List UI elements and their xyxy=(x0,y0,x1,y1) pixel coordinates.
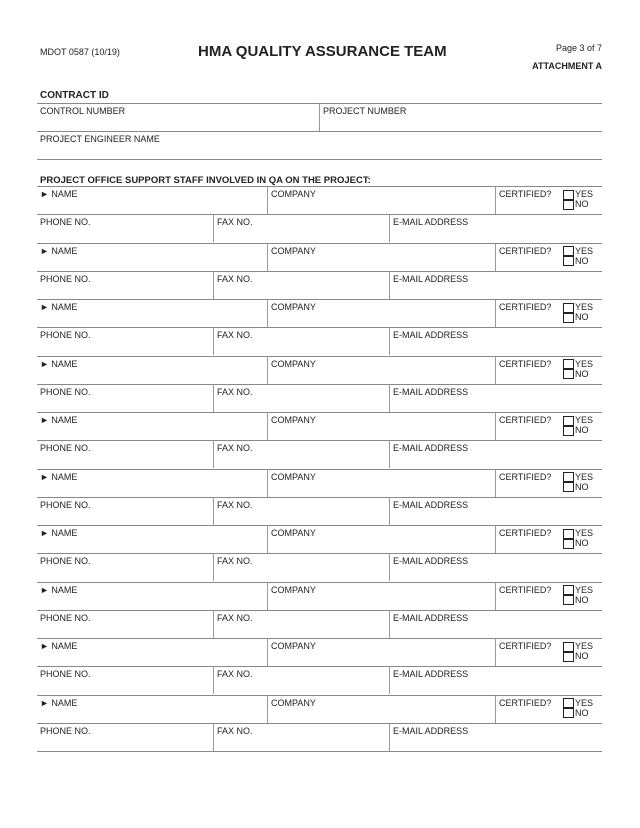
checkbox-icon xyxy=(563,708,574,718)
certified-label: CERTIFIED? xyxy=(499,302,552,312)
no-label: NO xyxy=(575,594,589,605)
phone-field[interactable]: PHONE NO. xyxy=(40,556,91,566)
company-field[interactable]: COMPANY xyxy=(271,641,316,651)
divider xyxy=(213,327,214,355)
email-field[interactable]: E-MAIL ADDRESS xyxy=(393,499,469,510)
divider xyxy=(37,666,602,667)
company-field[interactable]: COMPANY xyxy=(271,358,316,369)
page-number: Page 3 of 7 xyxy=(555,43,602,53)
email-field[interactable]: E-MAIL ADDRESS xyxy=(393,556,469,566)
certified-label: CERTIFIED? xyxy=(499,189,552,199)
yes-label: YES xyxy=(575,302,594,312)
divider xyxy=(267,582,268,610)
certified-no-checkbox[interactable] xyxy=(563,651,589,662)
divider xyxy=(37,638,602,639)
divider xyxy=(213,214,214,242)
fax-field[interactable]: FAX NO. xyxy=(217,669,253,679)
form-id: MDOT 0587 (10/19) xyxy=(40,47,120,57)
yes-label: YES xyxy=(575,528,594,538)
divider xyxy=(389,327,390,355)
name-field[interactable]: ► NAME xyxy=(40,584,78,595)
divider xyxy=(267,469,268,497)
divider xyxy=(37,440,602,441)
control-number-field[interactable]: CONTROL NUMBER xyxy=(40,106,126,116)
page-title: HMA QUALITY ASSURANCE TEAM xyxy=(198,43,447,60)
divider xyxy=(389,384,390,412)
divider xyxy=(37,243,602,244)
divider xyxy=(495,582,496,610)
divider xyxy=(37,271,602,272)
certified-no-checkbox[interactable] xyxy=(563,256,589,267)
divider xyxy=(37,525,602,526)
project-engineer-name-field[interactable]: PROJECT ENGINEER NAME xyxy=(40,134,160,144)
certified-label: CERTIFIED? xyxy=(499,528,552,538)
project-number-field[interactable]: PROJECT NUMBER xyxy=(323,106,407,116)
divider xyxy=(37,159,602,160)
certified-label: CERTIFIED? xyxy=(499,245,552,256)
name-field[interactable]: ► NAME xyxy=(40,302,78,312)
fax-field[interactable]: FAX NO. xyxy=(217,612,253,623)
divider xyxy=(37,356,602,357)
certified-label: CERTIFIED? xyxy=(499,415,552,425)
name-field[interactable]: ► NAME xyxy=(40,471,78,482)
divider xyxy=(213,271,214,299)
name-field[interactable]: ► NAME xyxy=(40,697,78,708)
fax-field[interactable]: FAX NO. xyxy=(217,443,253,453)
staff-heading: PROJECT OFFICE SUPPORT STAFF INVOLVED IN QA ON THE PROJECT: xyxy=(40,175,371,186)
phone-field[interactable]: PHONE NO. xyxy=(40,499,91,510)
divider xyxy=(37,412,602,413)
checkbox-icon xyxy=(563,482,574,492)
fax-field[interactable]: FAX NO. xyxy=(217,386,253,397)
divider xyxy=(267,186,268,214)
divider xyxy=(213,384,214,412)
divider xyxy=(37,751,602,752)
divider xyxy=(267,356,268,384)
phone-field[interactable]: PHONE NO. xyxy=(40,669,91,679)
phone-field[interactable]: PHONE NO. xyxy=(40,386,91,397)
fax-field[interactable]: FAX NO. xyxy=(217,725,253,736)
yes-label: YES xyxy=(575,358,594,369)
divider xyxy=(495,243,496,271)
attachment-label: ATTACHMENT A xyxy=(532,61,602,71)
certified-no-checkbox[interactable] xyxy=(563,199,589,210)
no-label: NO xyxy=(575,651,589,661)
name-field[interactable]: ► NAME xyxy=(40,641,78,651)
email-field[interactable]: E-MAIL ADDRESS xyxy=(393,217,469,227)
fax-field[interactable]: FAX NO. xyxy=(217,273,253,284)
no-label: NO xyxy=(575,368,589,379)
checkbox-icon xyxy=(563,313,574,323)
divider xyxy=(389,440,390,468)
certified-label: CERTIFIED? xyxy=(499,471,552,482)
divider xyxy=(37,497,602,498)
fax-field[interactable]: FAX NO. xyxy=(217,499,253,510)
divider xyxy=(37,723,602,724)
divider xyxy=(267,638,268,666)
divider xyxy=(37,384,602,385)
divider xyxy=(267,695,268,723)
certified-no-checkbox[interactable] xyxy=(563,538,589,549)
no-label: NO xyxy=(575,199,589,209)
company-field[interactable]: COMPANY xyxy=(271,302,316,312)
certified-label: CERTIFIED? xyxy=(499,358,552,369)
email-field[interactable]: E-MAIL ADDRESS xyxy=(393,669,469,679)
fax-field[interactable]: FAX NO. xyxy=(217,556,253,566)
checkbox-icon xyxy=(563,256,574,266)
divider xyxy=(319,103,320,131)
divider xyxy=(213,497,214,525)
name-field[interactable]: ► NAME xyxy=(40,358,78,369)
certified-no-checkbox[interactable] xyxy=(563,312,589,323)
certified-label: CERTIFIED? xyxy=(499,641,552,651)
company-field[interactable]: COMPANY xyxy=(271,415,316,425)
divider xyxy=(37,214,602,215)
phone-field[interactable]: PHONE NO. xyxy=(40,443,91,453)
fax-field[interactable]: FAX NO. xyxy=(217,330,253,340)
no-label: NO xyxy=(575,481,589,492)
company-field[interactable]: COMPANY xyxy=(271,697,316,708)
divider xyxy=(213,610,214,638)
divider xyxy=(37,610,602,611)
certified-label: CERTIFIED? xyxy=(499,584,552,595)
divider xyxy=(495,356,496,384)
checkbox-icon xyxy=(563,369,574,379)
email-field[interactable]: E-MAIL ADDRESS xyxy=(393,386,469,397)
yes-label: YES xyxy=(575,245,594,256)
yes-label: YES xyxy=(575,584,594,595)
phone-field[interactable]: PHONE NO. xyxy=(40,612,91,623)
divider xyxy=(37,582,602,583)
divider xyxy=(267,525,268,553)
company-field[interactable]: COMPANY xyxy=(271,245,316,256)
name-field[interactable]: ► NAME xyxy=(40,245,78,256)
phone-field[interactable]: PHONE NO. xyxy=(40,217,91,227)
company-field[interactable]: COMPANY xyxy=(271,584,316,595)
no-label: NO xyxy=(575,312,589,322)
no-label: NO xyxy=(575,707,589,718)
divider xyxy=(37,469,602,470)
divider xyxy=(389,553,390,581)
certified-no-checkbox[interactable] xyxy=(563,595,589,606)
name-field[interactable]: ► NAME xyxy=(40,415,78,425)
checkbox-icon xyxy=(563,200,574,210)
divider xyxy=(495,412,496,440)
divider xyxy=(389,497,390,525)
no-label: NO xyxy=(575,538,589,548)
divider xyxy=(389,214,390,242)
divider xyxy=(213,440,214,468)
certified-no-checkbox[interactable] xyxy=(563,425,589,436)
company-field[interactable]: COMPANY xyxy=(271,471,316,482)
yes-label: YES xyxy=(575,641,594,651)
email-field[interactable]: E-MAIL ADDRESS xyxy=(393,612,469,623)
divider xyxy=(213,666,214,694)
divider xyxy=(389,610,390,638)
fax-field[interactable]: FAX NO. xyxy=(217,217,253,227)
divider xyxy=(37,695,602,696)
checkbox-icon xyxy=(563,652,574,662)
name-field[interactable]: ► NAME xyxy=(40,189,78,199)
email-field[interactable]: E-MAIL ADDRESS xyxy=(393,330,469,340)
divider xyxy=(37,327,602,328)
divider xyxy=(267,299,268,327)
yes-label: YES xyxy=(575,471,594,482)
divider xyxy=(37,131,602,132)
checkbox-icon xyxy=(563,595,574,605)
divider xyxy=(495,638,496,666)
divider xyxy=(37,186,602,187)
company-field[interactable]: COMPANY xyxy=(271,528,316,538)
divider xyxy=(267,243,268,271)
certified-no-checkbox[interactable] xyxy=(563,708,589,719)
divider xyxy=(389,666,390,694)
divider xyxy=(495,525,496,553)
phone-field[interactable]: PHONE NO. xyxy=(40,273,91,284)
no-label: NO xyxy=(575,425,589,435)
certified-no-checkbox[interactable] xyxy=(563,482,589,493)
divider xyxy=(389,271,390,299)
divider xyxy=(213,723,214,751)
certified-label: CERTIFIED? xyxy=(499,697,552,708)
email-field[interactable]: E-MAIL ADDRESS xyxy=(393,725,469,736)
no-label: NO xyxy=(575,255,589,266)
contract-id-heading: CONTRACT ID xyxy=(40,90,109,101)
divider xyxy=(495,469,496,497)
email-field[interactable]: E-MAIL ADDRESS xyxy=(393,273,469,284)
divider xyxy=(267,412,268,440)
email-field[interactable]: E-MAIL ADDRESS xyxy=(393,443,469,453)
certified-no-checkbox[interactable] xyxy=(563,369,589,380)
yes-label: YES xyxy=(575,697,594,708)
checkbox-icon xyxy=(563,539,574,549)
divider xyxy=(495,186,496,214)
yes-label: YES xyxy=(575,189,594,199)
divider xyxy=(213,553,214,581)
yes-label: YES xyxy=(575,415,594,425)
divider xyxy=(37,553,602,554)
company-field[interactable]: COMPANY xyxy=(271,189,316,199)
checkbox-icon xyxy=(563,426,574,436)
phone-field[interactable]: PHONE NO. xyxy=(40,330,91,340)
divider xyxy=(37,299,602,300)
divider xyxy=(495,299,496,327)
divider xyxy=(389,723,390,751)
divider xyxy=(495,695,496,723)
phone-field[interactable]: PHONE NO. xyxy=(40,725,91,736)
name-field[interactable]: ► NAME xyxy=(40,528,78,538)
